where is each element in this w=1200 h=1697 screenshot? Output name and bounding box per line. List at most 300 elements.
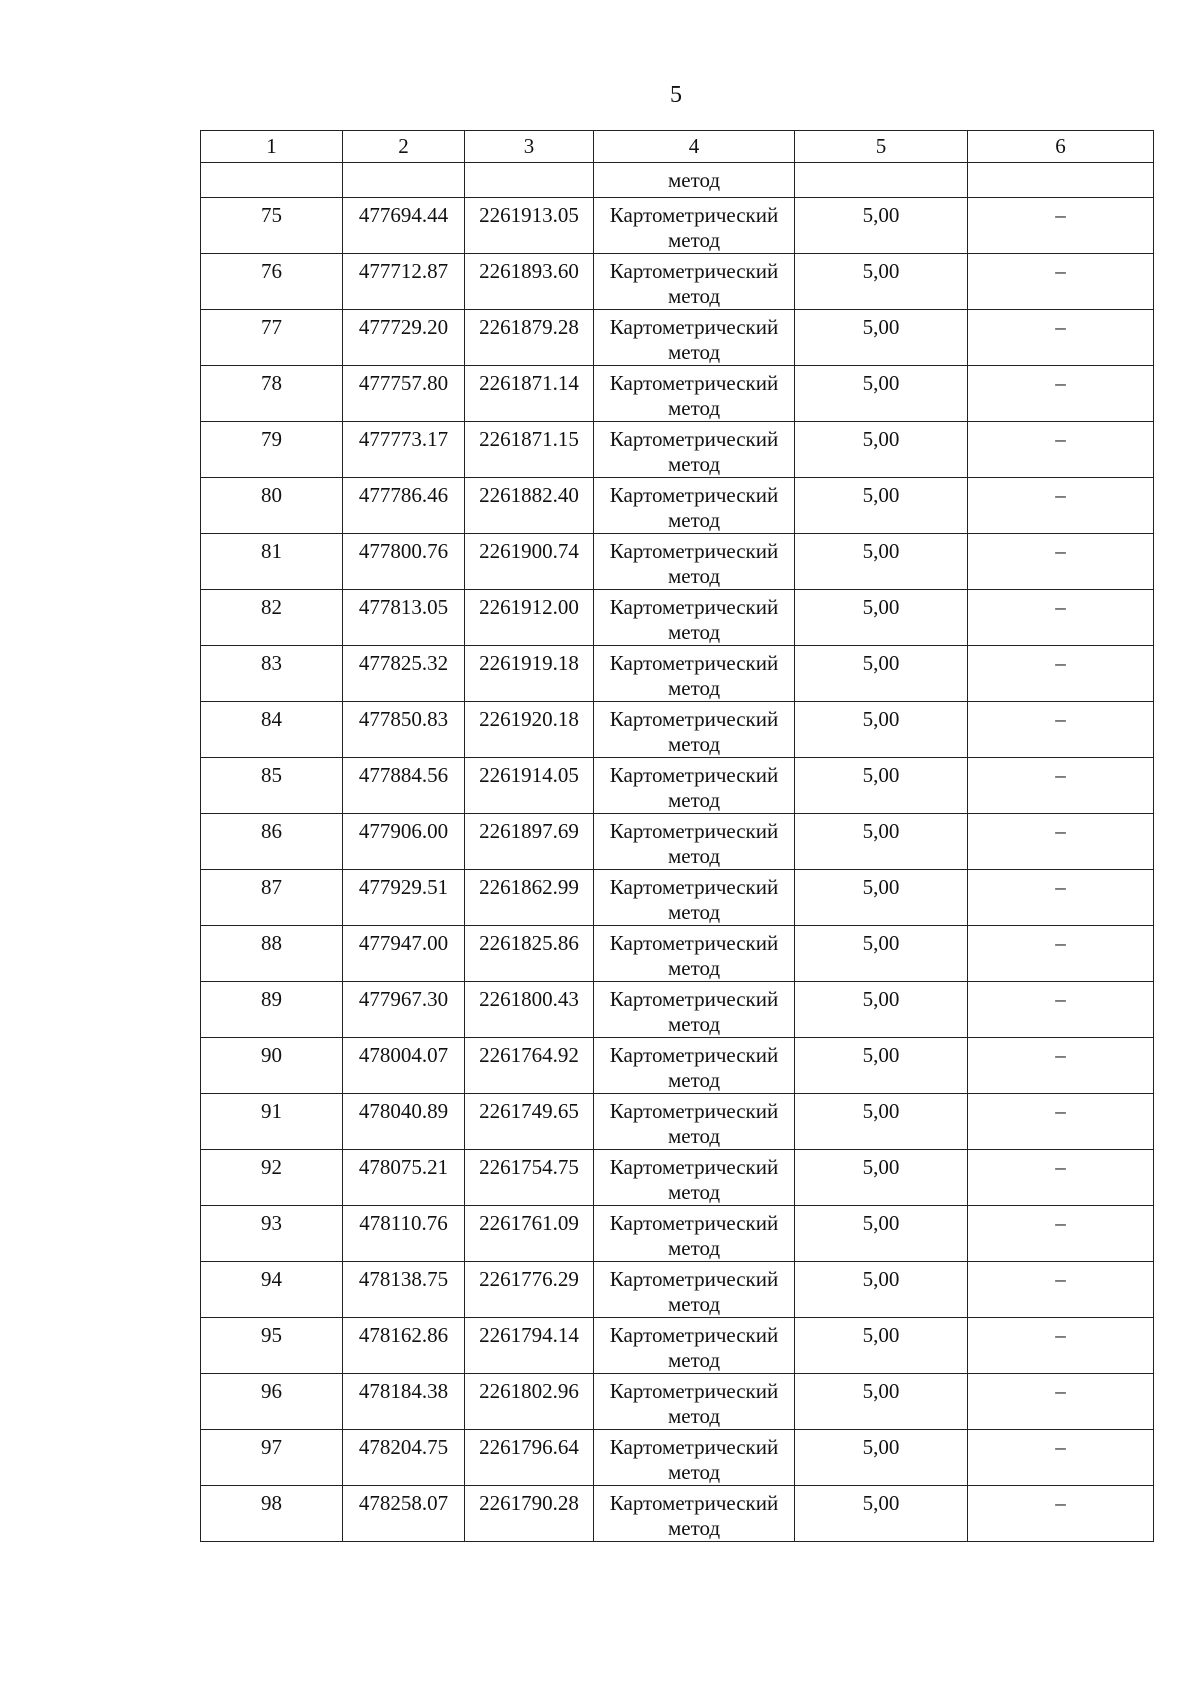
point-number: 80 [261,483,282,507]
accuracy-value: 5,00 [862,1043,900,1067]
point-number: 85 [261,763,282,787]
method-line-1: Картометрический [609,875,779,899]
x-coordinate: 477947.00 [358,931,449,955]
x-coordinate-cell [343,534,465,590]
method-line-1: Картометрический [609,1379,779,1403]
point-number-cell [201,1206,343,1262]
note-cell [968,366,1154,422]
point-number-cell [201,1094,343,1150]
point-number: 88 [261,931,282,955]
header-cell: 6 [968,131,1154,163]
method-line-2: метод [667,732,721,756]
accuracy-value: 5,00 [862,1155,900,1179]
method-line-1: Картометрический [609,427,779,451]
accuracy-value: 5,00 [862,427,900,451]
y-coordinate: 2261776.29 [479,1267,579,1291]
y-coordinate: 2261919.18 [479,651,579,675]
y-coordinate-cell [465,1206,594,1262]
note-value: – [1055,1435,1066,1459]
note-cell [968,478,1154,534]
y-coordinate-cell [465,1430,594,1486]
y-coordinate: 2261802.96 [479,1379,579,1403]
point-number: 94 [261,1267,282,1291]
y-coordinate-cell [465,1262,594,1318]
point-number: 77 [261,315,282,339]
y-coordinate: 2261920.18 [479,707,579,731]
method-line-1: Картометрический [609,1435,779,1459]
y-coordinate: 2261749.65 [479,1099,579,1123]
accuracy-cell [795,534,968,590]
method-line-1: Картометрический [609,651,779,675]
y-coordinate: 2261912.00 [479,595,579,619]
method-line-1: Картометрический [609,1155,779,1179]
point-number: 93 [261,1211,282,1235]
accuracy-value: 5,00 [862,1379,900,1403]
y-coordinate: 2261871.14 [479,371,579,395]
point-number-cell [201,1486,343,1542]
x-coordinate: 477906.00 [358,819,449,843]
method-line-1: Картометрический [609,987,779,1011]
y-coordinate-cell [465,366,594,422]
note-cell [968,1318,1154,1374]
y-coordinate: 2261893.60 [479,259,579,283]
x-coordinate: 477967.30 [358,987,449,1011]
x-coordinate: 478258.07 [358,1491,449,1515]
x-coordinate-cell [343,478,465,534]
y-coordinate-cell [465,254,594,310]
method-cell [594,1374,795,1430]
table-row [201,758,1154,814]
page-number: 5 [670,82,682,108]
point-number-cell [201,646,343,702]
note-value: – [1055,483,1066,507]
header-cell: 3 [465,131,594,163]
x-coordinate: 478075.21 [358,1155,449,1179]
note-value: – [1055,1043,1066,1067]
accuracy-cell [795,590,968,646]
method-line-1: Картометрический [609,1491,779,1515]
note-cell [968,982,1154,1038]
x-coordinate: 477729.20 [358,315,449,339]
method-line-2: метод [667,1292,721,1316]
point-number: 86 [261,819,282,843]
note-value: – [1055,707,1066,731]
accuracy-value: 5,00 [862,931,900,955]
note-value: – [1055,371,1066,395]
accuracy-value: 5,00 [862,483,900,507]
table-row [201,1430,1154,1486]
method-line-2: метод [667,676,721,700]
note-value: – [1055,1323,1066,1347]
x-coordinate: 477773.17 [358,427,449,451]
note-cell [968,702,1154,758]
note-value: – [1055,1099,1066,1123]
method-line-2: метод [667,844,721,868]
x-coordinate: 477786.46 [358,483,449,507]
method-cell [594,1094,795,1150]
note-cell [968,926,1154,982]
table-row [201,1262,1154,1318]
table-header [201,131,1154,163]
method-line-1: Картометрический [609,595,779,619]
x-coordinate-cell [343,870,465,926]
method-line-2: метод [667,788,721,812]
point-number: 89 [261,987,282,1011]
note-value: – [1055,1379,1066,1403]
method-line-1: Картометрический [609,1267,779,1291]
point-number-cell [201,254,343,310]
x-coordinate: 477825.32 [358,651,449,675]
note-cell [968,590,1154,646]
x-coordinate: 478004.07 [358,1043,449,1067]
y-coordinate-cell [465,422,594,478]
table-cell [465,163,594,198]
accuracy-value: 5,00 [862,1323,900,1347]
table-row [201,254,1154,310]
point-number-cell [201,702,343,758]
method-line-1: Картометрический [609,1211,779,1235]
x-coordinate-cell [343,254,465,310]
note-cell [968,422,1154,478]
y-coordinate: 2261825.86 [479,931,579,955]
note-cell [968,870,1154,926]
accuracy-cell [795,1486,968,1542]
x-coordinate-cell [343,1094,465,1150]
table-row [201,198,1154,254]
y-coordinate: 2261897.69 [479,819,579,843]
point-number-cell [201,422,343,478]
point-number-cell [201,198,343,254]
note-value: – [1055,259,1066,283]
x-coordinate-cell [343,814,465,870]
y-coordinate-cell [465,926,594,982]
point-number-cell [201,926,343,982]
y-coordinate-cell [465,1374,594,1430]
x-coordinate-cell [343,646,465,702]
y-coordinate: 2261914.05 [479,763,579,787]
table-row [201,478,1154,534]
method-line-2: метод [667,564,721,588]
method-line-2: метод [667,452,721,476]
x-coordinate-cell [343,1318,465,1374]
accuracy-cell [795,1262,968,1318]
accuracy-value: 5,00 [862,1211,900,1235]
point-number: 84 [261,707,282,731]
method-cell [594,1150,795,1206]
point-number: 79 [261,427,282,451]
table-row [201,422,1154,478]
accuracy-cell [795,982,968,1038]
method-cell [594,366,795,422]
point-number: 92 [261,1155,282,1179]
x-coordinate-cell [343,1374,465,1430]
method-line-2: метод [667,1012,721,1036]
y-coordinate-cell [465,1094,594,1150]
y-coordinate: 2261790.28 [479,1491,579,1515]
point-number-cell [201,1430,343,1486]
method-cell [594,1038,795,1094]
note-value: – [1055,651,1066,675]
method-line-2: метод [667,508,721,532]
accuracy-cell [795,814,968,870]
note-cell [968,254,1154,310]
point-number-cell [201,1318,343,1374]
note-value: – [1055,763,1066,787]
y-coordinate-cell [465,198,594,254]
table-row [201,310,1154,366]
point-number: 91 [261,1099,282,1123]
x-coordinate: 477813.05 [358,595,449,619]
accuracy-cell [795,366,968,422]
accuracy-cell [795,758,968,814]
x-coordinate: 477712.87 [358,259,449,283]
note-value: – [1055,1491,1066,1515]
point-number-cell [201,982,343,1038]
note-cell [968,646,1154,702]
x-coordinate-cell [343,590,465,646]
point-number-cell [201,1374,343,1430]
method-line-2: метод [667,396,721,420]
y-coordinate-cell [465,310,594,366]
method-line-1: Картометрический [609,539,779,563]
note-value: – [1055,987,1066,1011]
method-cell [594,590,795,646]
note-value: – [1055,315,1066,339]
point-number-cell [201,590,343,646]
y-coordinate: 2261761.09 [479,1211,579,1235]
x-coordinate: 478110.76 [359,1211,448,1235]
point-number: 95 [261,1323,282,1347]
point-number: 98 [261,1491,282,1515]
table-cell [968,163,1154,198]
x-coordinate-cell [343,1486,465,1542]
method-line-2: метод [667,340,721,364]
method-line-2: метод [667,284,721,308]
accuracy-value: 5,00 [862,539,900,563]
accuracy-cell [795,870,968,926]
header-cell: 2 [343,131,465,163]
table-row [201,814,1154,870]
accuracy-cell [795,422,968,478]
point-number: 76 [261,259,282,283]
accuracy-cell [795,702,968,758]
note-cell [968,310,1154,366]
x-coordinate-cell [343,1430,465,1486]
method-cell [594,758,795,814]
point-number: 96 [261,1379,282,1403]
method-cell [594,1486,795,1542]
point-number-cell [201,870,343,926]
note-cell [968,534,1154,590]
point-number-cell [201,366,343,422]
note-cell [968,1430,1154,1486]
method-cell [594,646,795,702]
method-cell [594,1318,795,1374]
accuracy-value: 5,00 [862,819,900,843]
note-value: – [1055,1267,1066,1291]
note-value: – [1055,203,1066,227]
method-line-2: метод [667,228,721,252]
header-cell: 5 [795,131,968,163]
x-coordinate-cell [343,1150,465,1206]
y-coordinate: 2261800.43 [479,987,579,1011]
method-cell [594,982,795,1038]
x-coordinate-cell [343,198,465,254]
y-coordinate: 2261879.28 [479,315,579,339]
x-coordinate-cell [343,1038,465,1094]
y-coordinate: 2261871.15 [479,427,579,451]
method-line-1: Картометрический [609,1099,779,1123]
accuracy-value: 5,00 [862,1435,900,1459]
note-cell [968,1094,1154,1150]
table-body [201,163,1154,1542]
method-line-1: Картометрический [609,371,779,395]
method-line-1: Картометрический [609,819,779,843]
table-row [201,926,1154,982]
accuracy-value: 5,00 [862,707,900,731]
accuracy-cell [795,478,968,534]
accuracy-value: 5,00 [862,987,900,1011]
accuracy-value: 5,00 [862,595,900,619]
note-value: – [1055,427,1066,451]
method-cell [594,1262,795,1318]
method-cell [594,422,795,478]
accuracy-value: 5,00 [862,1099,900,1123]
method-cell [594,1430,795,1486]
x-coordinate: 478184.38 [358,1379,449,1403]
accuracy-cell [795,1318,968,1374]
method-line-2: метод [667,1404,721,1428]
x-coordinate-cell [343,1262,465,1318]
accuracy-cell [795,1430,968,1486]
method-line-2: метод [667,1460,721,1484]
point-number-cell [201,478,343,534]
accuracy-cell [795,198,968,254]
method-line-1: Картометрический [609,1043,779,1067]
point-number-cell [201,814,343,870]
x-coordinate-cell [343,422,465,478]
accuracy-value: 5,00 [862,315,900,339]
continuation-row [201,163,1154,198]
note-cell [968,1038,1154,1094]
table-cell [343,163,465,198]
method-cell [594,198,795,254]
method-cell [594,814,795,870]
header-cell: 1 [201,131,343,163]
x-coordinate: 477929.51 [358,875,449,899]
point-number-cell [201,310,343,366]
method-cell [594,870,795,926]
note-value: – [1055,1155,1066,1179]
note-value: – [1055,819,1066,843]
accuracy-cell [795,1094,968,1150]
y-coordinate-cell [465,758,594,814]
x-coordinate: 477850.83 [358,707,449,731]
point-number: 81 [261,539,282,563]
method-line-1: Картометрический [609,931,779,955]
method-line-2: метод [667,900,721,924]
table-cell [795,163,968,198]
header-cell: 4 [594,131,795,163]
method-cell [594,478,795,534]
note-cell [968,758,1154,814]
x-coordinate-cell [343,310,465,366]
accuracy-cell [795,926,968,982]
x-coordinate: 477884.56 [358,763,449,787]
table-row [201,366,1154,422]
note-value: – [1055,875,1066,899]
x-coordinate-cell [343,758,465,814]
point-number: 83 [261,651,282,675]
method-line-1: Картометрический [609,707,779,731]
x-coordinate: 478162.86 [358,1323,449,1347]
table-cell: метод [594,163,795,198]
y-coordinate-cell [465,590,594,646]
y-coordinate-cell [465,1318,594,1374]
y-coordinate-cell [465,702,594,758]
method-line-1: Картометрический [609,203,779,227]
method-cell [594,254,795,310]
table-row [201,702,1154,758]
note-cell [968,814,1154,870]
x-coordinate-cell [343,1206,465,1262]
point-number-cell [201,1150,343,1206]
accuracy-cell [795,310,968,366]
method-line-2: метод [667,1068,721,1092]
method-line-1: Картометрический [609,315,779,339]
x-coordinate: 478040.89 [358,1099,449,1123]
accuracy-value: 5,00 [862,371,900,395]
method-line-2: метод [667,620,721,644]
accuracy-value: 5,00 [862,1491,900,1515]
point-number: 82 [261,595,282,619]
y-coordinate-cell [465,646,594,702]
note-cell [968,1206,1154,1262]
point-number-cell [201,1262,343,1318]
table-row [201,1038,1154,1094]
x-coordinate: 477800.76 [358,539,449,563]
method-line-1: Картометрический [609,259,779,283]
y-coordinate: 2261913.05 [479,203,579,227]
coordinates-table [200,130,1154,1542]
note-cell [968,1374,1154,1430]
x-coordinate: 477694.44 [358,203,449,227]
y-coordinate-cell [465,1486,594,1542]
point-number: 90 [261,1043,282,1067]
note-cell [968,198,1154,254]
note-cell [968,1486,1154,1542]
y-coordinate: 2261794.14 [479,1323,579,1347]
accuracy-cell [795,646,968,702]
x-coordinate: 477757.80 [358,371,449,395]
point-number: 87 [261,875,282,899]
accuracy-value: 5,00 [862,259,900,283]
accuracy-cell [795,1374,968,1430]
method-cell [594,926,795,982]
accuracy-value: 5,00 [862,763,900,787]
table-row [201,590,1154,646]
y-coordinate-cell [465,870,594,926]
method-line-2: метод [667,1348,721,1372]
method-cell [594,702,795,758]
method-cell [594,1206,795,1262]
method-line-1: Картометрический [609,483,779,507]
table-row [201,1318,1154,1374]
note-value: – [1055,931,1066,955]
y-coordinate: 2261900.74 [479,539,579,563]
method-line-1: Картометрический [609,763,779,787]
table-row [201,1094,1154,1150]
